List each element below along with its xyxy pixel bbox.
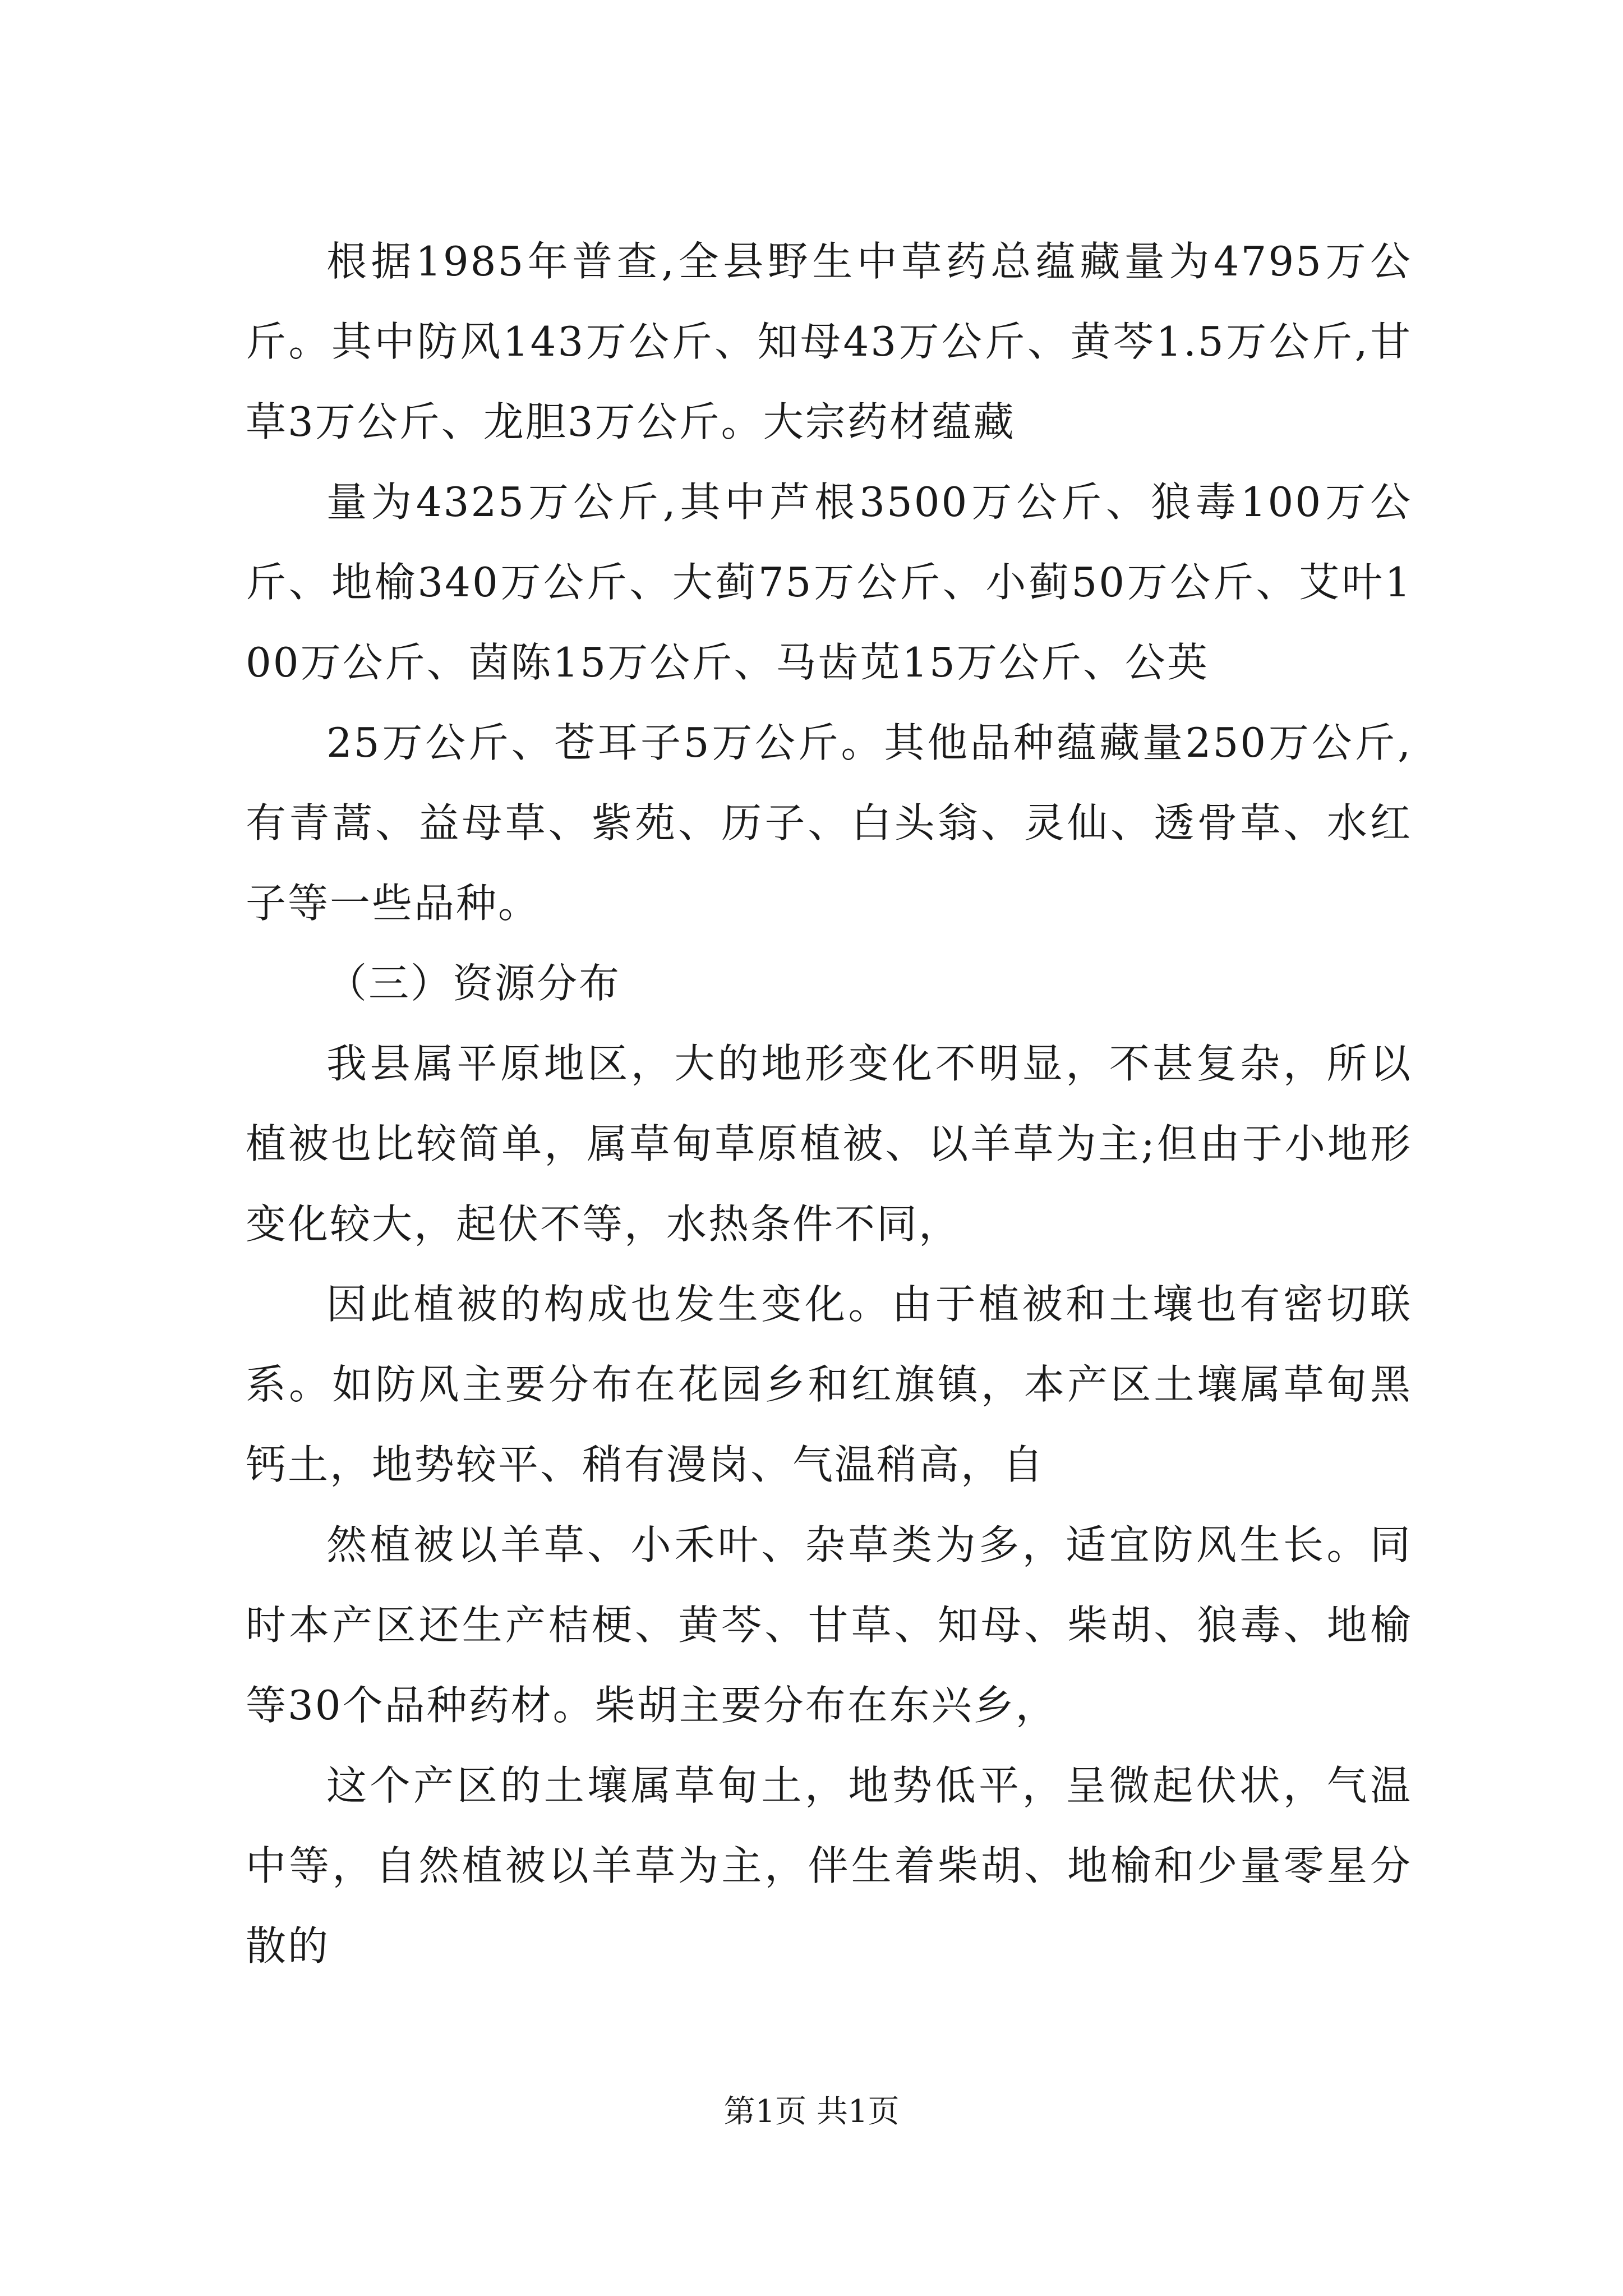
- paragraph-chaihu-area: 这个产区的土壤属草甸土，地势低平，呈微起伏状，气温中等，自然植被以羊草为主，伴生着柴胡、地榆和少量零星分散的: [246, 1762, 1412, 1970]
- paragraph-reserves: 根据1985年普查,全县野生中草药总蕴藏量为4795万公斤。其中防风143万公斤、知母43万公斤、黄芩1.5万公斤,甘草3万公斤、龙胆3万公斤。大宗药材蕴藏: [246, 238, 1412, 445]
- paragraph-bulk-herbs: 量为4325万公斤,其中芦根3500万公斤、狼毒100万公斤、地榆340万公斤、大蓟75万公斤、小蓟50万公斤、艾叶100万公斤、茵陈15万公斤、马齿苋15万公斤、公英: [246, 478, 1412, 686]
- section-heading-distribution: （三）资源分布: [326, 960, 621, 1007]
- page-footer: 第1页 共1页: [723, 2093, 900, 2130]
- paragraph-fangfeng: 因此植被的构成也发生变化。由于植被和土壤也有密切联系。如防风主要分布在花园乡和红旗镇，本产区土壤属草甸黑钙土，地势较平、稍有漫岗、气温稍高，自: [246, 1281, 1412, 1488]
- paragraph-other-species: 25万公斤、苍耳子5万公斤。其他品种蕴藏量250万公斤,有青蒿、益母草、紫苑、历子、白头翁、灵仙、透骨草、水红子等一些品种。: [246, 719, 1412, 927]
- document-body: [246, 222, 1412, 1986]
- paragraph-vegetation: 然植被以羊草、小禾叶、杂草类为多，适宜防风生长。同时本产区还生产桔梗、黄芩、甘草、知母、柴胡、狼毒、地榆等30个品种药材。柴胡主要分布在东兴乡，: [246, 1521, 1412, 1729]
- paragraph-terrain: 我县属平原地区，大的地形变化不明显，不甚复杂，所以植被也比较简单，属草甸草原植被、以羊草为主;但由于小地形变化较大，起伏不等，水热条件不同，: [246, 1040, 1412, 1248]
